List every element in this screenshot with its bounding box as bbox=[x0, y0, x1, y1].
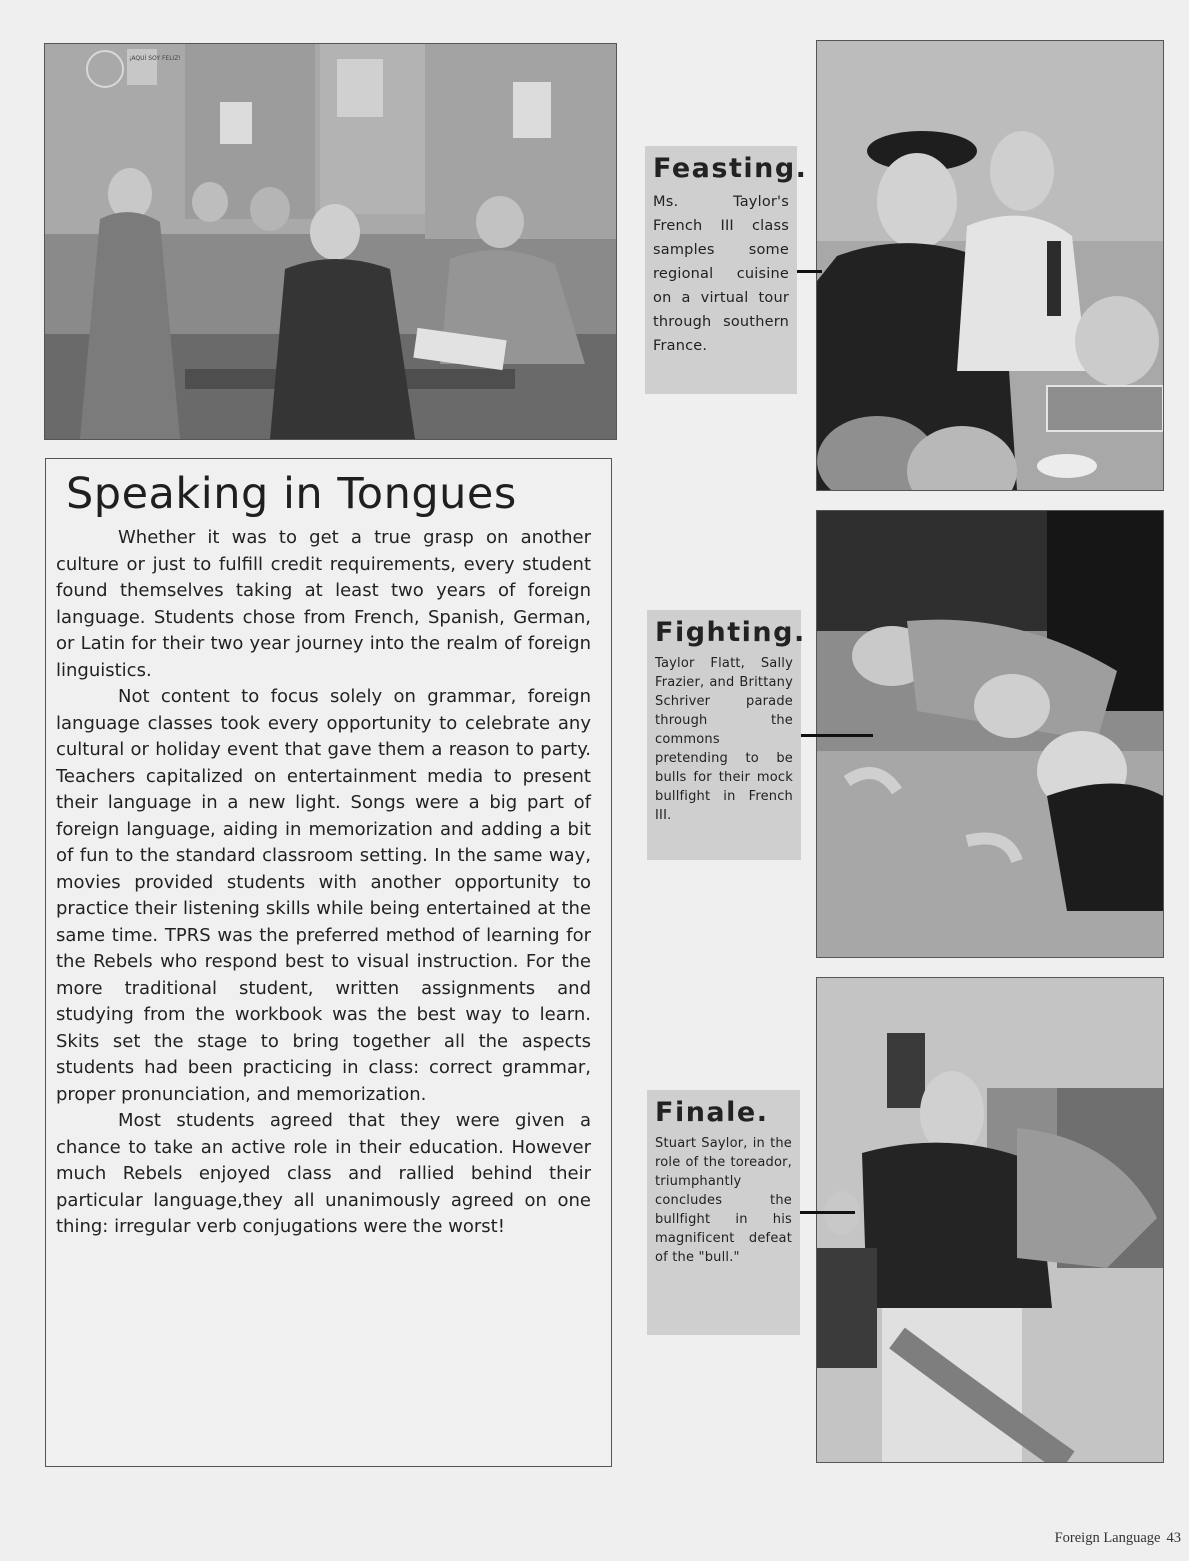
feasting-caption-title: Feasting. bbox=[653, 153, 808, 184]
classroom-photo bbox=[44, 43, 617, 440]
fighting-leader-line bbox=[801, 734, 873, 737]
feasting-photo bbox=[816, 40, 1164, 491]
article-paragraph-2: Not content to focus solely on grammar, foreign language classes took every opportunity to celebrate any cultural or holiday event that gave them a reason to party. Teachers capitalized on entertainment media to present their language in a new light. Songs were a big part of foreign language, aiding in memorization and adding a bit of fun to the standard classroom setting. In the same way, movies provided students with another opportunity to practice their listening skills while being entertained at the same time. TPRS was the preferred method of learning for the Rebels who respond best to visual instruction. For the more traditional student, written assignments and studying from the workbook was the best way to learn. Skits set the stage to bring together all the aspects students had been practicing in class: correct grammar, proper pronunciation, and memorization. bbox=[56, 686, 591, 1105]
finale-caption-title: Finale. bbox=[655, 1097, 769, 1128]
feasting-scene bbox=[817, 41, 1163, 490]
feasting-caption bbox=[645, 146, 808, 394]
finale-scene bbox=[817, 978, 1163, 1462]
article-paragraph-3: Most students agreed that they were given a chance to take an active role in their education. However much Rebels enjoyed class and rallied behind their particular language,they all unanimously agreed on one thing: irregular verb conjugations were the worst! bbox=[56, 1110, 591, 1237]
fighting-caption bbox=[647, 610, 806, 860]
fighting-caption-text: Taylor Flatt, Sally Frazier, and Brittany Schriver parade through the commons pretending to be bulls for their mock bullfight in French III. bbox=[655, 656, 793, 823]
feasting-leader-line bbox=[797, 270, 822, 273]
article-box bbox=[45, 458, 612, 1467]
fighting-caption-title: Fighting. bbox=[655, 617, 806, 648]
article-body bbox=[56, 525, 591, 1241]
finale-caption bbox=[647, 1090, 800, 1335]
finale-caption-text: Stuart Saylor, in the role of the toreador, triumphantly concludes the bullfight in his magnificent defeat of the "bull." bbox=[655, 1136, 792, 1265]
finale-photo bbox=[816, 977, 1164, 1463]
folio-section: Foreign Language bbox=[1054, 1530, 1161, 1546]
folio-page-number: 43 bbox=[1166, 1530, 1181, 1546]
finale-leader-line bbox=[800, 1211, 855, 1214]
article-title: Speaking in Tongues bbox=[66, 469, 517, 519]
feasting-caption-text: Ms. Taylor's French III class samples some regional cuisine on a virtual tour through southern France. bbox=[653, 194, 789, 354]
page-folio bbox=[0, 1530, 1189, 1547]
classroom-sign-text: ¡AQUÍ SOY FELIZ! bbox=[129, 55, 181, 62]
article-paragraph-1: Whether it was to get a true grasp on another culture or just to fulfill credit requirements, every student found themselves taking at least two years of foreign language. Students chose from French, Spanish, German, or Latin for their two year journey into the realm of foreign linguistics. bbox=[56, 527, 591, 681]
classroom-scene bbox=[45, 44, 616, 439]
